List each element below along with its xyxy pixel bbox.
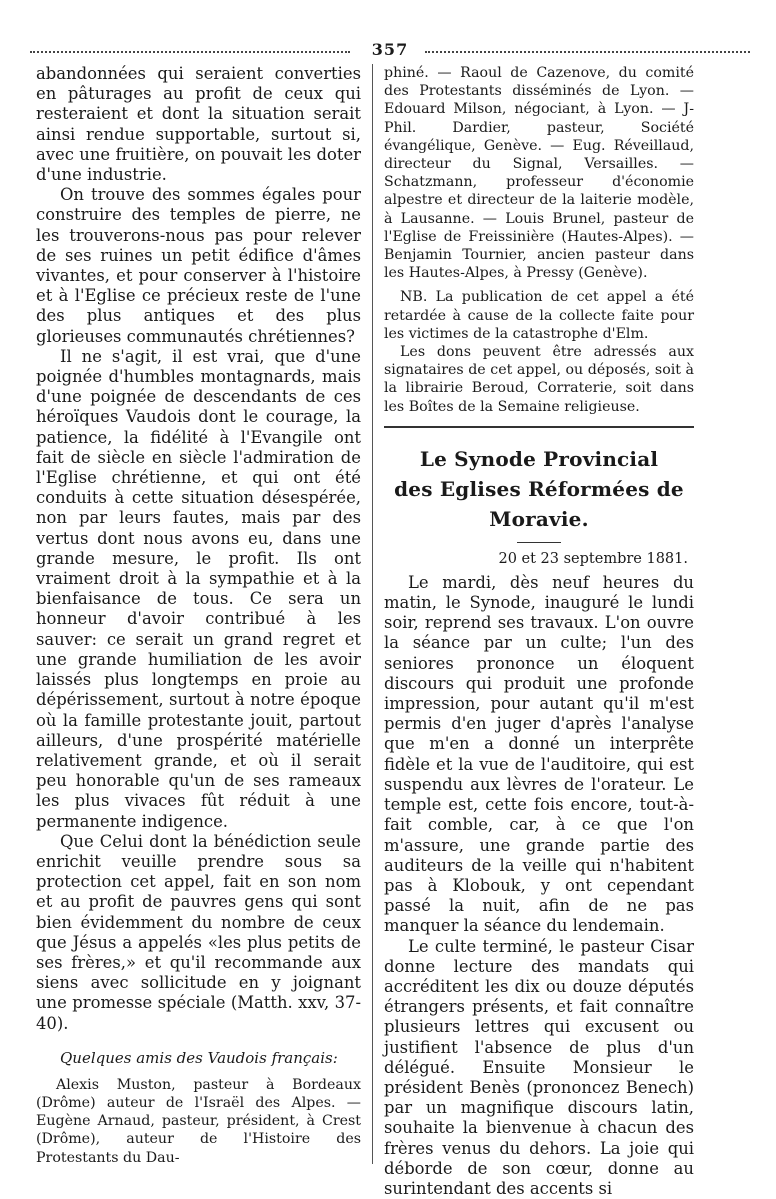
paragraph-temples: On trouve des sommes égales pour construire des temples de pierre, ne les trouverons-nous pas pour relever de ses ruines un petit édifice d'âmes vivantes, et pour conserver à l'histoire et à l'Eglise ce précieux reste de l'une des plus antiques et des plus glorieuses communautés chrétiennes?	[36, 185, 361, 346]
paragraph-continuation: abandonnées qui seraient converties en pâturages au profit de ceux qui resteraient et dont la situation serait ainsi rendue supportable, surtout si, avec une fruitière, on pouvait les doter d'une industrie.	[36, 64, 361, 185]
nb-note: NB. La publication de cet appel a été retardée à cause de la collecte faite pour les victimes de la catastrophe d'Elm.	[384, 289, 694, 342]
signatories-heading: Quelques amis des Vaudois français:	[60, 1048, 338, 1067]
page-number: 357	[371, 40, 409, 59]
signatories-list-end: phiné. — Raoul de Cazenove, du comité des Protestants disséminés de Lyon. — Edouard Milson, négociant, à Lyon. — J-Phil. Dardier, pasteur, Société évangélique, Genève. — Eug. Réveillaud, directeur du Signal, Versailles. — Schatzmann, professeur d'économie alpestre et directeur de la laiterie modèle, à Lausanne. — Louis Brunel, pasteur de l'Eglise de Freissinière (Hautes-Alpes). — Benjamin Tournier, ancien pasteur dans les Hautes-Alpes, à Pressy (Genève).	[384, 65, 694, 282]
header-rule-right	[425, 51, 750, 53]
title-underline	[517, 542, 561, 543]
article-paragraph-2: Le culte terminé, le pasteur Cisar donne lecture des mandats qui accréditent les dix ou douze députés étrangers présents, et fait connaître plusieurs lettres qui excusent ou justifient l'absence de plus d'un délégué. Ensuite Monsieur le président Benès (prononcez Benech) par un magnifique discours latin, souhaite la bienvenue à chacun des frères venus du dehors. La joie qui déborde de son cœur, donne au surintendant des accents si	[384, 936, 694, 1198]
column-divider	[372, 64, 373, 1164]
donations-note: Les dons peuvent être adressés aux signataires de cet appel, ou déposés, soit à la librairie Beroud, Corraterie, soit dans les Boîtes de la Semaine religieuse.	[384, 344, 694, 415]
paragraph-appeal: Que Celui dont la bénédiction seule enrichit veuille prendre sous sa protection cet appel, fait en son nom et au profit de pauvres gens qui sont bien évidemment du nombre de ceux que Jésus a appelés «les plus petits de ses frères,» et qu'il recommande aux siens avec sollicitude en y joignant une promesse spéciale (Matth. xxv, 37-40).	[36, 831, 361, 1033]
right-column	[384, 64, 694, 1199]
article-date: 20 et 23 septembre 1881.	[498, 550, 688, 567]
paragraph-vaudois: Il ne s'agit, il est vrai, que d'une poignée d'humbles montagnards, mais d'une poignée de descendants de ces héroïques Vaudois dont le courage, la patience, la fidélité à l'Evangile ont fait de siècle en siècle l'admiration de l'Eglise chrétienne, et qui ont été conduits à cette situation désespérée, non par leurs fautes, mais par des vertus dont nous avons eu, dans une grande mesure, le profit. Ils ont vraiment droit à la sympathie et à la bienfaisance de tous. Ce sera un honneur d'avoir contribué à les sauver: ce serait un grand regret et une grande humiliation de les avoir laissés plus longtemps en proie au dépérissement, surtout à notre époque où la famille protestante jouit, partout ailleurs, d'une prospérité matérielle relativement grande, et où il serait peu honorable qu'un de ses rameaux les plus vivaces fût réduit à une permanente indigence.	[36, 346, 361, 831]
article-title-line2: des Eglises Réformées de Moravie.	[394, 476, 684, 531]
header-rule-left	[30, 51, 350, 53]
article-paragraph-1: Le mardi, dès neuf heures du matin, le Synode, inauguré le lundi soir, reprend ses travaux. L'on ouvre la séance par un culte; l'un des seniores prononce un éloquent discours qui produit une profonde impression, pour autant qu'il m'est permis d'en juger d'après l'analyse que m'en a donné un interprête fidèle et la vue de l'auditoire, qui est suspendu aux lèvres de l'orateur. Le temple est, cette fois encore, tout-à-fait comble, car, à ce que l'on m'assure, une grande partie des auditeurs de la veille qui n'habitent pas à Klobouk, y ont cependant passé la nuit, afin de ne pas manquer la séance du lendemain.	[384, 572, 694, 936]
left-column	[36, 64, 361, 1167]
signatories-list-start: Alexis Muston, pasteur à Bordeaux (Drôme) auteur de l'Israël des Alpes. — Eugène Arnaud, pasteur, président, à Crest (Drôme), auteur de l'Histoire des Protestants du Dau-	[36, 1076, 361, 1166]
article-title-line1: Le Synode Provincial	[419, 446, 659, 471]
page-header	[30, 40, 750, 60]
